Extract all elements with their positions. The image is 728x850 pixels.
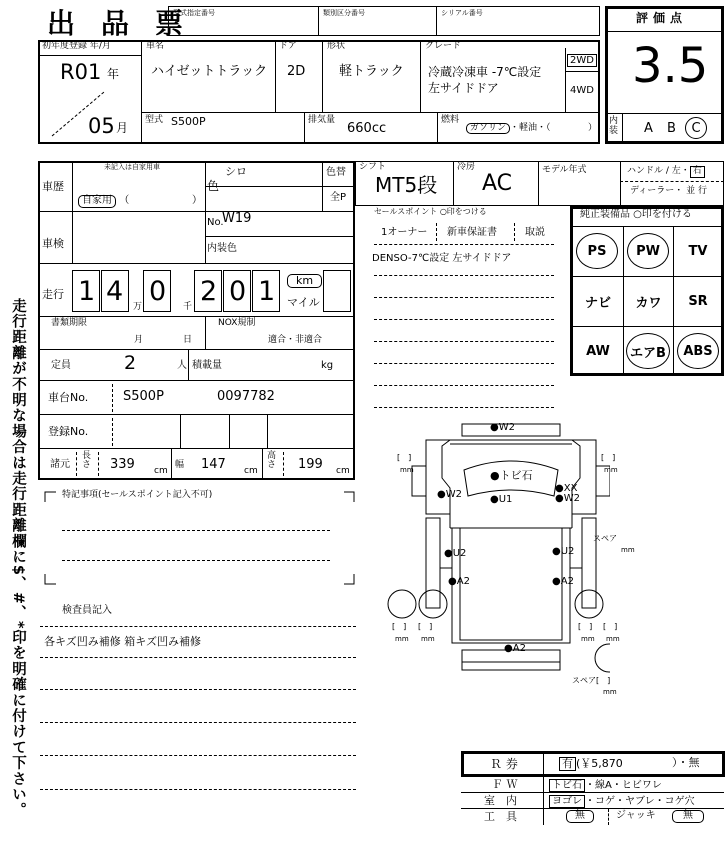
mark-w2-left: ●W2 — [437, 489, 462, 500]
form-title: 出 品 票 — [47, 7, 183, 40]
load-capacity-unit: kg — [321, 360, 334, 371]
load-capacity-label: 積載量 — [192, 360, 222, 371]
inspector-note: 各キズ凹み補修 箱キズ凹み補修 — [44, 635, 202, 648]
mm-rear-left-2: mm — [421, 635, 435, 643]
inspection-label: 車検 — [42, 237, 64, 250]
class-number-label: 類別区分番号 — [323, 9, 365, 17]
body-shape: 軽トラック — [339, 64, 404, 79]
height-value: 199 — [298, 457, 323, 472]
chassis-serial: 0097782 — [217, 389, 275, 404]
mark-u1: ●U1 — [490, 494, 513, 505]
spare-label-top: スペア — [593, 534, 617, 543]
history-label: 車歴 — [42, 180, 64, 193]
interior-dirt-selected: ヨゴレ — [549, 795, 585, 808]
recycle-options: 有 (￥5,870 — [559, 757, 623, 771]
color-value: シロ — [225, 165, 247, 178]
mark-a2-left: ●A2 — [448, 576, 470, 587]
chassis-model: S500P — [123, 389, 164, 404]
mm-rear-right-1: mm — [581, 635, 595, 643]
odometer-label: 走行 — [42, 288, 64, 301]
equip-ps-circled: PS — [576, 233, 618, 269]
model-label: 型式 — [145, 115, 164, 125]
recycle-rest: ）・無 — [672, 756, 700, 769]
equip-aw: AW — [586, 343, 610, 359]
bracket-rear-left-2: [ ] — [418, 622, 433, 631]
odometer-unit-man: 万 — [133, 302, 143, 312]
mark-w2-right: ●W2 — [555, 493, 580, 504]
equipment-label: 純正装備品 ○印を付ける — [580, 209, 692, 220]
equip-sr: SR — [688, 294, 708, 309]
width-value: 147 — [201, 457, 226, 472]
serial-number-label: シリアル番号 — [441, 9, 483, 17]
registration-number-label: 登録No. — [48, 425, 89, 438]
mm-spare-top: mm — [621, 546, 635, 554]
grade-line-1: 冷蔵冷凍車 -7℃設定 — [428, 65, 542, 79]
car-name: ハイゼットトラック — [151, 64, 268, 79]
car-name-label: 車名 — [146, 41, 165, 51]
color-change-label: 色替 — [326, 167, 346, 178]
evaluation-score: 3.5 — [632, 38, 709, 94]
displacement-label: 排気量 — [308, 115, 336, 125]
odometer-digit-4: 2 — [200, 276, 218, 307]
tools-label: 工 具 — [484, 810, 517, 823]
equip-tv: TV — [688, 244, 708, 259]
special-remarks-label: 特記事項(セールスポイント記入不可) — [62, 490, 213, 500]
body-shape-label: 形状 — [327, 41, 346, 51]
height-unit: cm — [336, 466, 350, 476]
sales-item-warranty: 新車保証書 — [447, 227, 497, 238]
odometer-digit-6: 1 — [258, 276, 276, 307]
mm-rear-right-2: mm — [606, 635, 620, 643]
model-value: S500P — [171, 115, 206, 128]
history-private-circled: 自家用 — [78, 195, 116, 208]
fuel-label: 燃料 — [441, 115, 460, 125]
odometer-unit-sen: 千 — [183, 302, 193, 312]
interior-cond-options: ヨゴレ ・コゲ・ヤブレ・コゲ穴 — [549, 795, 695, 808]
length-unit: cm — [154, 466, 168, 476]
height-label: 高さ — [267, 451, 277, 471]
odometer-km-selected: km — [287, 274, 322, 288]
width-unit: cm — [244, 466, 258, 476]
sales-item-one-owner: 1オーナー — [381, 227, 428, 238]
interior-cond-label: 室 内 — [484, 794, 517, 807]
drive-4wd: 4WD — [570, 85, 594, 96]
docs-expiry-label: 書類期限 — [51, 318, 88, 328]
grade-label: グレード — [425, 41, 462, 51]
equip-airbag-circled: エアB — [626, 333, 670, 369]
handle-right-selected: 右 — [690, 166, 705, 178]
fuel-options: ガソリン ・軽油・（ — [466, 123, 551, 134]
equip-pw-circled: PW — [627, 233, 669, 269]
odometer-mile: マイル — [287, 296, 320, 309]
odometer-unknown-note: 走行距離が不明な場合は走行距離欄に$、#、*印を明確に付けて下さい。 — [10, 298, 26, 819]
shift-label: シフト — [359, 162, 387, 172]
displacement-value: 660cc — [347, 121, 387, 136]
equip-leather: カワ — [635, 296, 662, 311]
docs-month-label: 月 — [134, 335, 144, 345]
recycle-yes-selected: 有 — [559, 757, 576, 771]
inspector-label: 検査員記入 — [62, 605, 112, 616]
interior-grade-b: B — [667, 121, 676, 136]
sales-item-manual: 取説 — [525, 227, 545, 238]
color-number: W19 — [222, 211, 252, 226]
bracket-rear-right-2: [ ] — [603, 622, 618, 631]
mm-front-left: mm — [400, 466, 414, 474]
capacity-label: 定員 — [51, 360, 71, 371]
sales-note: DENSO-7℃設定 左サイドドア — [372, 253, 512, 264]
bracket-front-left: [ ] — [397, 453, 412, 462]
ac-value: AC — [482, 171, 513, 196]
width-label: 幅 — [175, 460, 185, 470]
nox-label: NOX規制 — [218, 318, 256, 328]
fw-label: Ｆ Ｗ — [492, 778, 518, 791]
mark-xx: ●XX — [555, 483, 578, 494]
length-value: 339 — [110, 457, 135, 472]
door-label: ドア — [279, 41, 297, 51]
color-change-value: 全P — [330, 192, 347, 203]
bracket-rear-right-1: [ ] — [578, 622, 593, 631]
interior-label: 内装 — [609, 116, 619, 136]
special-remarks-bracket — [44, 488, 356, 588]
bracket-rear-left-1: [ ] — [392, 622, 407, 631]
history-options: 自家用 （ — [78, 195, 129, 208]
history-close-paren: ） — [192, 195, 202, 206]
evaluation-title: 評価点 — [636, 11, 688, 25]
model-designation-label: 型式指定番号 — [173, 9, 215, 17]
nox-value: 適合・非適合 — [268, 335, 323, 345]
recycle-label: Ｒ 券 — [490, 757, 518, 771]
registration-year-unit: 年 — [107, 67, 120, 81]
drive-2wd: 2WD — [567, 54, 597, 67]
mark-w2-top: ●W2 — [490, 422, 515, 433]
fw-chip-selected: トビ石 — [549, 779, 585, 792]
equip-abs-circled: ABS — [677, 333, 719, 369]
import-options: ディーラー・ 並 行 — [630, 186, 708, 196]
registration-era-year: R01 — [60, 60, 102, 84]
registration-month-unit: 月 — [116, 121, 129, 135]
vehicle-damage-diagram — [380, 418, 610, 686]
length-label: 長さ — [82, 451, 92, 471]
dimensions-label: 諸元 — [50, 459, 70, 470]
odometer-digit-1: 1 — [78, 276, 96, 307]
bracket-front-right: [ ] — [601, 453, 616, 462]
header-code-box — [168, 6, 600, 36]
tools-none-selected: 無 — [566, 810, 594, 823]
ac-label: 冷房 — [457, 162, 476, 172]
color-label: 色 — [207, 179, 220, 193]
odometer-digit-5: 0 — [229, 276, 247, 307]
capacity-value: 2 — [124, 352, 137, 374]
registration-month: 05 — [88, 114, 115, 138]
equip-navi: ナビ — [584, 296, 611, 311]
spare-label-bottom: スペア[ ] — [572, 676, 611, 685]
fuel-close-paren: ） — [588, 123, 598, 133]
mm-rear-left-1: mm — [395, 635, 409, 643]
sales-points-label: セールスポイント ○印をつける — [374, 207, 487, 216]
capacity-unit: 人 — [177, 360, 187, 371]
chassis-number-label: 車台No. — [48, 391, 89, 404]
jack-none-selected: 無 — [672, 810, 704, 823]
interior-grade-a: A — [644, 121, 653, 136]
odometer-digit-3: 0 — [149, 276, 167, 307]
mark-a2-rear: ●A2 — [504, 643, 526, 654]
odometer-digit-2: 4 — [106, 276, 124, 307]
handle-options: ハンドル / 左・ 右 — [627, 166, 705, 178]
fw-options: トビ石 ・線A・ヒビワレ — [549, 779, 662, 792]
interior-grade-c-circled: C — [685, 117, 707, 139]
mark-u2-right: ●U2 — [552, 546, 575, 557]
model-year-label: モデル年式 — [542, 165, 587, 175]
mark-a2-right: ●A2 — [552, 576, 574, 587]
mm-front-right: mm — [604, 466, 618, 474]
shift-value: MT5段 — [375, 173, 438, 197]
interior-color-label: 内装色 — [207, 243, 237, 254]
first-registration-label: 初年度登録 年/月 — [42, 41, 111, 51]
color-number-label: No. — [207, 217, 224, 228]
door-count: 2D — [287, 64, 306, 79]
mark-chip-windshield: ●トビ石 — [490, 469, 533, 482]
fuel-gasoline-circled: ガソリン — [466, 123, 510, 134]
mm-spare-bottom: mm — [603, 688, 617, 696]
history-note: 未記入は自家用車 — [104, 163, 160, 171]
mark-u2-left: ●U2 — [444, 548, 467, 559]
docs-day-label: 日 — [183, 335, 193, 345]
grade-line-2: 左サイドドア — [428, 81, 499, 95]
jack-label: ジャッキ — [616, 810, 656, 821]
